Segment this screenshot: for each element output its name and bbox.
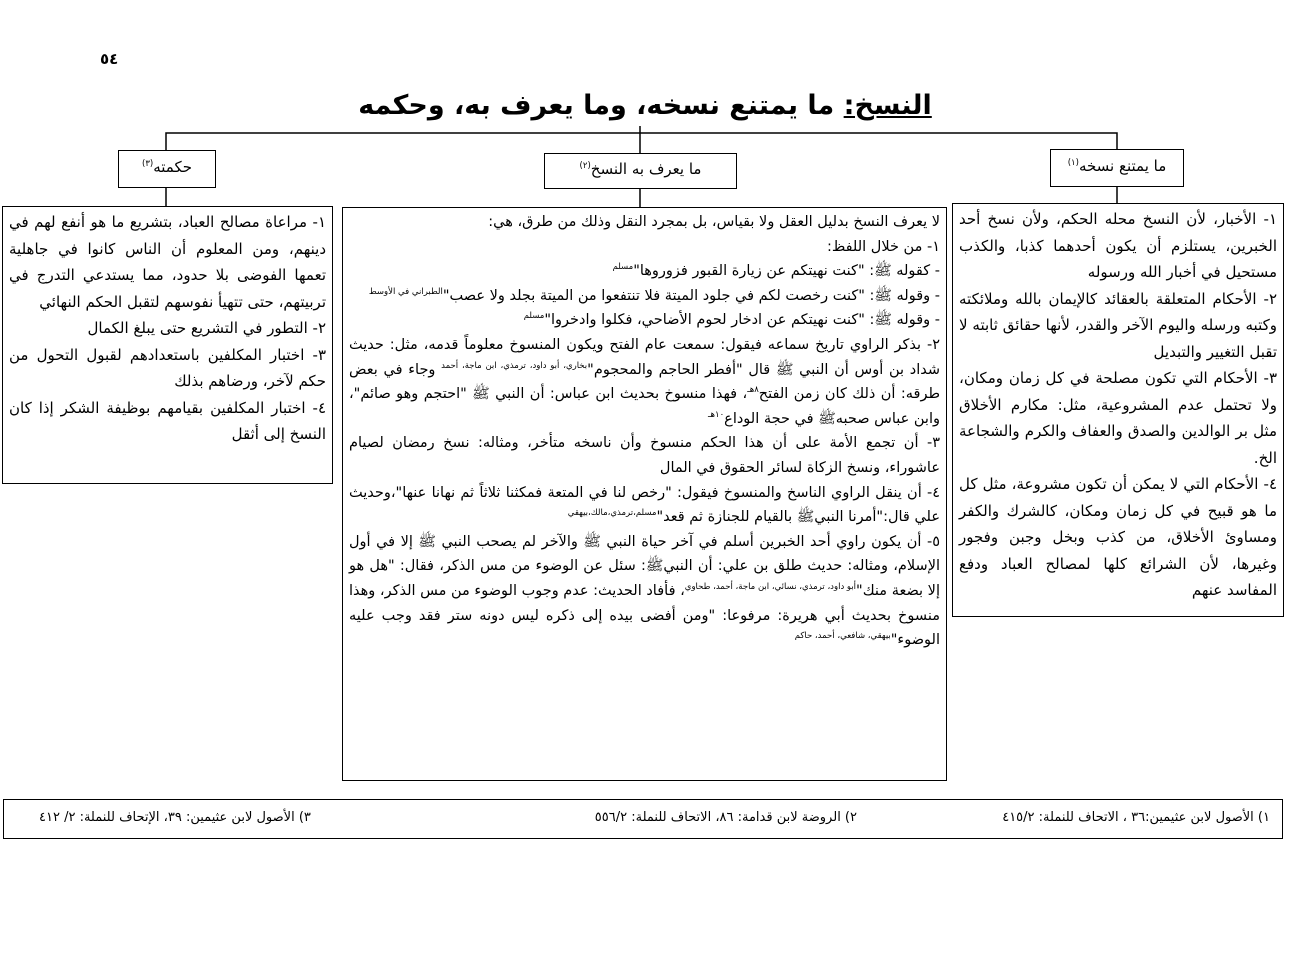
right-item-1: ١- الأخبار، لأن النسخ محله الحكم، ولأن نسخ أحد الخبرين، يستلزم أن يكون أحدهما كذبا، والكذب مستحيل في أخبار الله ورسوله [959, 210, 1277, 281]
middle-method-1-example-2 [349, 284, 940, 309]
method-text: ٢- بذكر الراوي تاريخ سماعه فيقول: سمعت عام الفتح ويكون المنسوخ معلوماً قدمه، مثل: حديث شداد بن أوس أن النبي ﷺ قال "أفطر الحاجم والمحجوم" [349, 336, 941, 378]
date-ref: ١٠هـ [708, 409, 725, 420]
title-main: ما يمتنع نسخه، وما يعرف به، وحكمه [358, 90, 844, 121]
hadith-source: مسلم [612, 262, 634, 273]
left-item-1: ١- مراعاة مصالح العباد، بتشريع ما هو أنفع لهم في دينهم، ومن المعلوم أن الناس كانوا في جاهلية تعمها الفوضى بلا حدود، مما يستدعي التدرج في تربيتهم، حتى تتهيأ نفوسهم لتقبل الحكم النهائي [9, 213, 326, 311]
hadith-source: الطبراني في الأوسط [368, 286, 443, 297]
connector-horizontal [166, 133, 1117, 150]
middle-method-1-heading: ١- من خلال اللفظ: [826, 238, 940, 255]
example-text: - وقوله ﷺ: "كنت نهيتكم عن ادخار لحوم الأضاحي، فكلوا وادخروا" [544, 312, 940, 329]
hadith-source: بيهقي، شافعي، أحمد، حاكم [794, 631, 891, 642]
middle-method-2 [349, 333, 940, 431]
left-column-box [2, 206, 333, 484]
method-text: ، فهذا منسوخ بحديث ابن عباس: أن النبي ﷺ "احتجم وهو صائم"، وابن عباس صحبهﷺ في حجة الوداع [349, 386, 940, 427]
page-title [300, 90, 990, 121]
header-box-right [1050, 149, 1184, 187]
middle-intro: لا يعرف النسخ بدليل العقل ولا بقياس، بل بمجرد النقل وذلك من طرق، هي: [488, 214, 940, 230]
header-middle-label: ما يعرف به النسخ [590, 160, 702, 178]
header-box-left [118, 150, 216, 188]
method-text: ٥- أن يكون راوي أحد الخبرين أسلم في آخر حياة النبي ﷺ والآخر لم يصحب النبي ﷺ إلا في أول الإسلام، ومثاله: حديث طلق بن علي: أن النبيﷺ: سئل عن الوضوء من مس الذكر، فقال: "هل هو إلا بضعة منك" [349, 533, 940, 599]
middle-column-box [342, 207, 947, 781]
middle-method-1-example-3 [349, 308, 940, 333]
date-ref: ٨هـ [747, 385, 759, 396]
header-right-label: ما يمتنع نسخه [1078, 157, 1167, 175]
right-item-2: ٢- الأحكام المتعلقة بالعقائد كالإيمان بالله وملائكته وكتبه ورسله واليوم الآخر والقدر، لأنها حقائق ثابته لا تقبل التغيير والتبديل [959, 289, 1277, 361]
right-item-3: ٣- الأحكام التي تكون مصلحة في كل زمان ومكان، ولا تحتمل عدم المشروعية، مثل: مكارم الأخلاق مثل بر الوالدين والصدق والعفاف والكرم والشجاعة الخ. [959, 369, 1277, 467]
method-text: ٤- أن ينقل الراوي الناسخ والمنسوخ فيقول: "رخص لنا في المتعة فمكثنا ثلاثاً ثم نهانا عنها"،وحديث علي قال:"أمرنا النبيﷺ بالقيام للجنازة ثم قعد" [349, 484, 940, 526]
page-number: ٥٤ [100, 50, 119, 68]
left-item-2: ٢- التطور في التشريع حتى يبلغ الكمال [87, 319, 326, 337]
middle-method-5 [349, 530, 940, 653]
middle-method-4 [349, 481, 940, 530]
footnote-3: ٣) الأصول لابن عثيمين: ٣٩، الإتحاف للنملة: ٢/ ٤١٢ [39, 810, 311, 825]
header-box-middle [544, 153, 737, 189]
right-column-box [952, 203, 1284, 617]
middle-method-1-example-1 [349, 259, 940, 284]
left-item-4: ٤- اختبار المكلفين بقيامهم بوظيفة الشكر إذا كان النسخ إلى أثقل [9, 398, 326, 443]
hadith-source: بخاري، أبو داود، ترمذي، ابن ماجة، أحمد [441, 360, 588, 371]
hadith-source: مسلم [523, 311, 545, 322]
hadith-source: أبو داود، ترمذي، نسائي، ابن ماجة، أحمد، طحاوي [684, 582, 857, 593]
method-text: وجاء في بعض طرقه: أن ذلك كان زمن الفتح [349, 361, 941, 403]
footnote-2: ٢) الروضة لابن قدامة: ٨٦، الاتحاف للنملة: ٥٥٦/٢ [594, 810, 857, 825]
example-text: - كقوله ﷺ: "كنت نهيتكم عن زيارة القبور فزوروها" [633, 263, 940, 280]
header-middle-ref: (٢) [579, 161, 591, 171]
example-text: - وقوله ﷺ: "كنت رخصت لكم في جلود الميتة فلا تنتفعوا من الميتة بجلد ولا عصب" [442, 287, 940, 304]
middle-method-3: ٣- أن تجمع الأمة على أن هذا الحكم منسوخ وأن ناسخه متأخر، ومثاله: نسخ رمضان لصيام عاشوراء، ونسخ الزكاة لسائر الحقوق في المال [349, 435, 940, 476]
left-item-3: ٣- اختبار المكلفين باستعدادهم لقبول التحول من حكم لآخر، ورضاهم بذلك [9, 345, 326, 390]
hadith-source: مسلم،ترمذي،مالك،بيهقي [567, 508, 657, 519]
header-left-label: حكمته [153, 158, 193, 176]
header-left-ref: (٣) [141, 159, 154, 169]
footnote-1: ١) الأصول لابن عثيمين:٣٦ ، الاتحاف للنملة: ٤١٥/٢ [1002, 810, 1270, 825]
method-text: ، فأفاد الحديث: عدم وجوب الوضوء من مس الذكر، وهذا منسوخ بحديث أبي هريرة: مرفوعا: "ومن أفضى بيده إلى ذكره ليس دونه ستر فقد وجب عليه الوضوء" [349, 582, 940, 649]
right-item-4: ٤- الأحكام التي لا يمكن أن تكون مشروعة، مثل كل ما هو قبيح في كل زمان ومكان، كالشرك والكفر ومساوئ الأخلاق، من كذب وبخل وجبن وفجور وغيرها، لأن الشرائع كلها لمصالح العباد ودفع المفاسد عنهم [959, 475, 1277, 599]
footnotes-box [3, 799, 1283, 839]
title-prefix: النسخ: [843, 90, 932, 121]
header-right-ref: (١) [1067, 158, 1079, 168]
